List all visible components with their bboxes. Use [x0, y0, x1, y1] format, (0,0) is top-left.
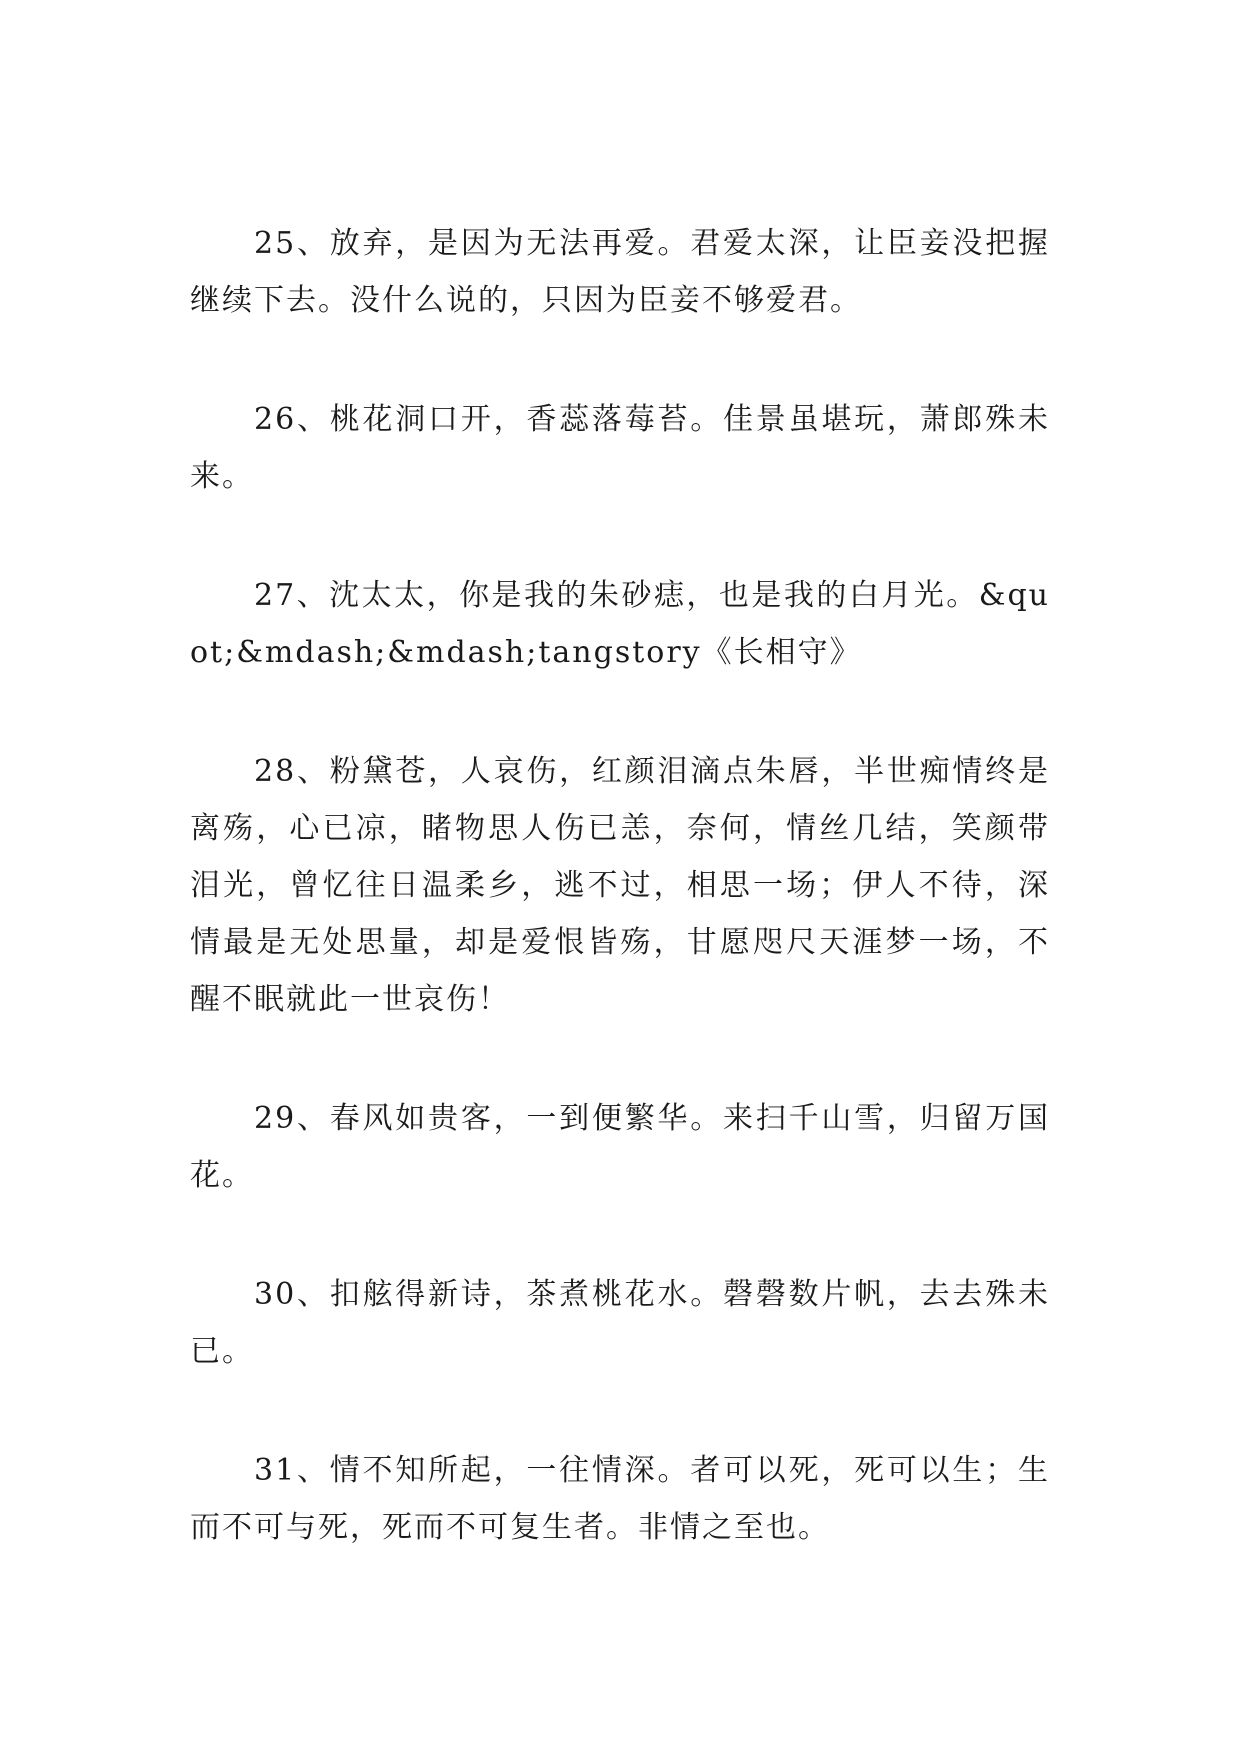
paragraph-26: 26、桃花洞口开，香蕊落莓苔。佳景虽堪玩，萧郎殊未来。 [190, 402, 1050, 494]
paragraph-28: 28、粉黛苍，人哀伤，红颜泪滴点朱唇，半世痴情终是离殇，心已凉，睹物思人伤已恙，奈何，情丝几结，笑颜带泪光，曾忆往日温柔乡，逃不过，相思一场；伊人不待，深情最是无处思量，却是爱恨皆殇，甘愿咫尺天涯梦一场，不醒不眠就此一世哀伤！ [190, 754, 1050, 1017]
paragraph-29: 29、春风如贵客，一到便繁华。来扫千山雪，归留万国花。 [190, 1101, 1050, 1193]
paragraph-31: 31、情不知所起，一往情深。者可以死，死可以生；生而不可与死，死而不可复生者。非情之至也。 [190, 1453, 1050, 1545]
paragraph-27: 27、沈太太，你是我的朱砂痣，也是我的白月光。&quot;&mdash;&mdash;tangstory《长相守》 [190, 578, 1050, 670]
paragraph-30: 30、扣舷得新诗，茶煮桃花水。磬磬数片帆，去去殊未已。 [190, 1277, 1050, 1369]
paragraph-25: 25、放弃，是因为无法再爱。君爱太深，让臣妾没把握继续下去。没什么说的，只因为臣妾不够爱君。 [190, 226, 1050, 318]
document-body [190, 215, 1050, 1556]
